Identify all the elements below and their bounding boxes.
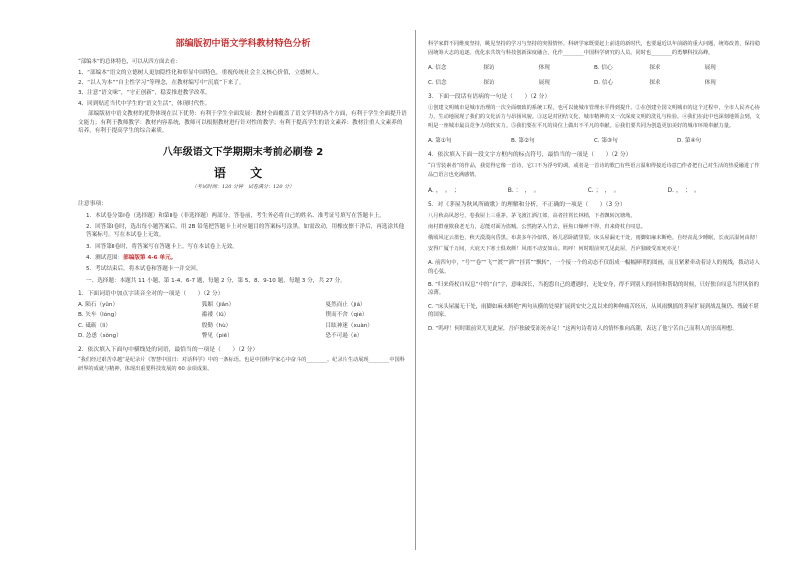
q1-option-a: A. 陨石（yǔn） 狐媚（jiǎn） 戛然而止（jiá） [78, 301, 366, 308]
poem-line: 俄顷风定云墨色，秋天漠漠向昏黑。布衾多年冷似铁，娇儿恶卧踏里裂。床头屋漏无干处，雨脚如麻未断绝。自经丧乱少睡眠，长夜沾湿何由彻！ [428, 235, 761, 242]
left-column [78, 38, 408, 376]
feature-item: 3、注意“语文味”，“守正创新”，稳妥推进教学改革。 [78, 90, 211, 97]
q5-option-d: D. “呜呼！何时眼前突兀见此屋，吾庐独破受冻死亦足！”这两句诗将诗人的情怀推向高潮，表达了他宁苦自己而利人的崇高理想。 [428, 325, 738, 332]
question-1: 1．下面词语中加点字读音全对的一项是（ ）（2 分） [78, 291, 224, 298]
q5-option-b: B. “归来倚杖自叹息”中的“自”字，意味深长，当抱怨自己的遭遇时，无处安身，得不到别人的同情和帮助的时候，只好独自叹息当世风俗的凉薄。 [428, 282, 759, 297]
poem-line: 南村群童欺我老无力，忍能对面为盗贼。公然抱茅入竹去，唇焦口燥呼不得，归来倚杖自叹息。 [428, 223, 646, 230]
question-3: 3．下面一段话有语病的一句是（ ）（2 分） [428, 93, 551, 100]
notice-item: 3．回答第Ⅱ卷时，将答案写在答题卡上。写在本试卷上无效。 [86, 243, 238, 250]
exam-title: 八年级语文下学期期末考前必刷卷 2 [162, 147, 324, 159]
q1-option-d: D. 怂恿（sǒng） 瞥见（piē） 恐不可遏（è） [78, 333, 363, 340]
q2-options-row-2: C. 信念 探访 展现 D. 信心 探求 体现 [428, 79, 716, 86]
subject-title: 语 文 [213, 166, 273, 181]
promo-title: 部编版初中语文学科教材特色分析 [175, 39, 311, 49]
column-divider [415, 30, 416, 550]
section-heading: 一、选择题：本题共 11 小题，第 1-4、6-7 题，每题 2 分，第 5、8、9-10 题，每题 3 分，共 27 分。 [86, 277, 346, 284]
q2-options-row-1: A. 信念 探访 体现 B. 信心 探求 展现 [428, 65, 716, 72]
notice-item: 5．考试结束后，将本试卷和答题卡一并交回。 [86, 266, 202, 273]
summary-paragraph: 部编版初中语文教材的优势体现在以下优势：有利于学生全面发展：教材全面覆盖了语文学科的各个方面，有利于学生全面提升语文能力；有利于教师教学：教材内容系统，教师可以根据教材进行针对性的教学；有利于提高学生的语文素养：教材注重人文素养的培养，有利于提高学生的综合素质。 [78, 111, 407, 134]
notice-item: 4．测试范围：部编版第 4-6 单元。 [86, 255, 177, 262]
q3-passage: ①创建文明城市是城市治理的一次全面细致的系统工程，也可以使城市管理水平得到提升。②在创建全国文明城市的这个过程中，全市人民齐心协力，生动地展现了我们的文化活力与昂扬风貌。③这是对团结文化、城市精神的又一次深度文明的洗礼与检验。④我们在此中也深刻地领会到，文明是一座城市最具竞争力的软实力。⑤我们要在平凡的岗位上做出不平凡的奉献。⑥我们要共同为创造更加美好的城市环境奉献力量。 [428, 104, 761, 129]
right-column [428, 38, 760, 338]
q4-options: A. ， 。 ； B. ： ， 。 C. ； ， 。 D. ， ； 。 [428, 187, 700, 195]
exam-info: （考试时间：120 分钟 试卷满分：120 分） [191, 184, 295, 191]
notice-heading: 注意事项： [78, 200, 107, 207]
q5-option-c: C. “床头屋漏无干处，雨脚如麻未断绝”两句从横的处境扩展到安史之乱以来的种种痛苦经历，从风雨飘摇的茅屋扩展到战乱频仍、残破不堪的国家。 [428, 303, 759, 319]
question-4: 4．依次填入下面一段文字方框内的标点符号，最恰当的一项是（ ）（2 分） [428, 152, 632, 159]
question-5: 5．对《茅屋为秋风所破歌》的理解和分析，不正确的一项是（ ）（3 分） [428, 202, 626, 209]
poem-line: 安得广厦千万间，大庇天下寒士俱欢颜！风雨不动安如山。呜呼！何时眼前突兀见此屋，吾庐独破受冻死亦足！ [428, 246, 683, 253]
question-2: 2．依次填入下面句中横线处的词语，最恰当的一项是（ ）（2 分） [78, 346, 259, 353]
q1-option-c: C. 砥砺（lì） 殷勤（hù） 目眩神迷（xuàn） [78, 322, 373, 329]
feature-item: 1、“部编本”语文的立德树人更加隐性化和彰显中国特色，重视传统社会主义核心价值，立德树人。 [78, 69, 323, 76]
poem-line: 八月秋高风怒号，卷我屋上三重茅。茅飞渡江洒江郊，高者挂罥长林梢，下者飘转沉塘坳。 [428, 212, 636, 219]
q5-option-a: A. 前四句中，“号”“卷”“飞”“渡”“洒”“挂罥”“飘转”，一个接一个的动态不仅组成一幅幅鲜明的图画，而且紧紧牵动着诗人的视线，拨动诗人的心弦。 [428, 260, 760, 275]
q1-option-b: B. 矢车（lóng） 褴褛（lǔ） 锲而不舍（qiè） [78, 312, 368, 319]
q2-passage: “我们经过艰苦卓越”是纪录片《智慧中国日：对话科学》中的一条标语。也是中国科学家心中奋斗的________。纪录片生动展现________中国科研界的成就与精神，体现出重要科技发展的 60 余项成果。 [78, 357, 405, 373]
feature-item: 2、“以人为本”“自主性学习”等理念，在教材编写中“沉底”下来了。 [78, 80, 245, 86]
q4-passage: “白雪装素者”的作品，我觉得它像一首诗，它口不为浮夸的调，或者是一首诗的歌□有些语言温和得接近诗意□作者把自己对生活的热爱融进了作品□语言也充满感情。 [428, 163, 760, 179]
intro-text: “部编本”的总体特色，可以从四方面去看： [78, 58, 181, 65]
notice-item: 1．本试卷分第Ⅰ卷（选择题）和第Ⅱ卷（非选择题）两部分。答卷前，考生务必将自己的姓名、准考证号填写在答题卡上。 [86, 212, 385, 219]
notice-item: 2．回答第Ⅰ卷时，选出每小题答案后，用 2B 铅笔把答题卡上对应题目的答案标号涂黑。如需改动，用橡皮擦干净后，再选涂其他答案标号。写在本试卷上无效。 [86, 223, 405, 239]
feature-item: 4、回到贴近当代中学生的“语文生活”，体现时代性。 [78, 100, 211, 107]
q2-passage-continued: 科学家群不同维度坚持，眺见坚持的学习与坚持的突围情怀。科研学家既要赶上前进的新时代，也要逼近以年前路的重大问题，统筹改善，保持稳固统筹大志的追逐。优化求共筑与科技创新深度融合，化作________中国科学研究的人员。同时也________的勇攀科技高峰。 [428, 41, 761, 57]
test-scope: 部编版第 4-6 单元。 [123, 255, 177, 262]
q3-options: A. 第①句 B. 第②句 C. 第③句 D. 第④句 [428, 137, 702, 144]
